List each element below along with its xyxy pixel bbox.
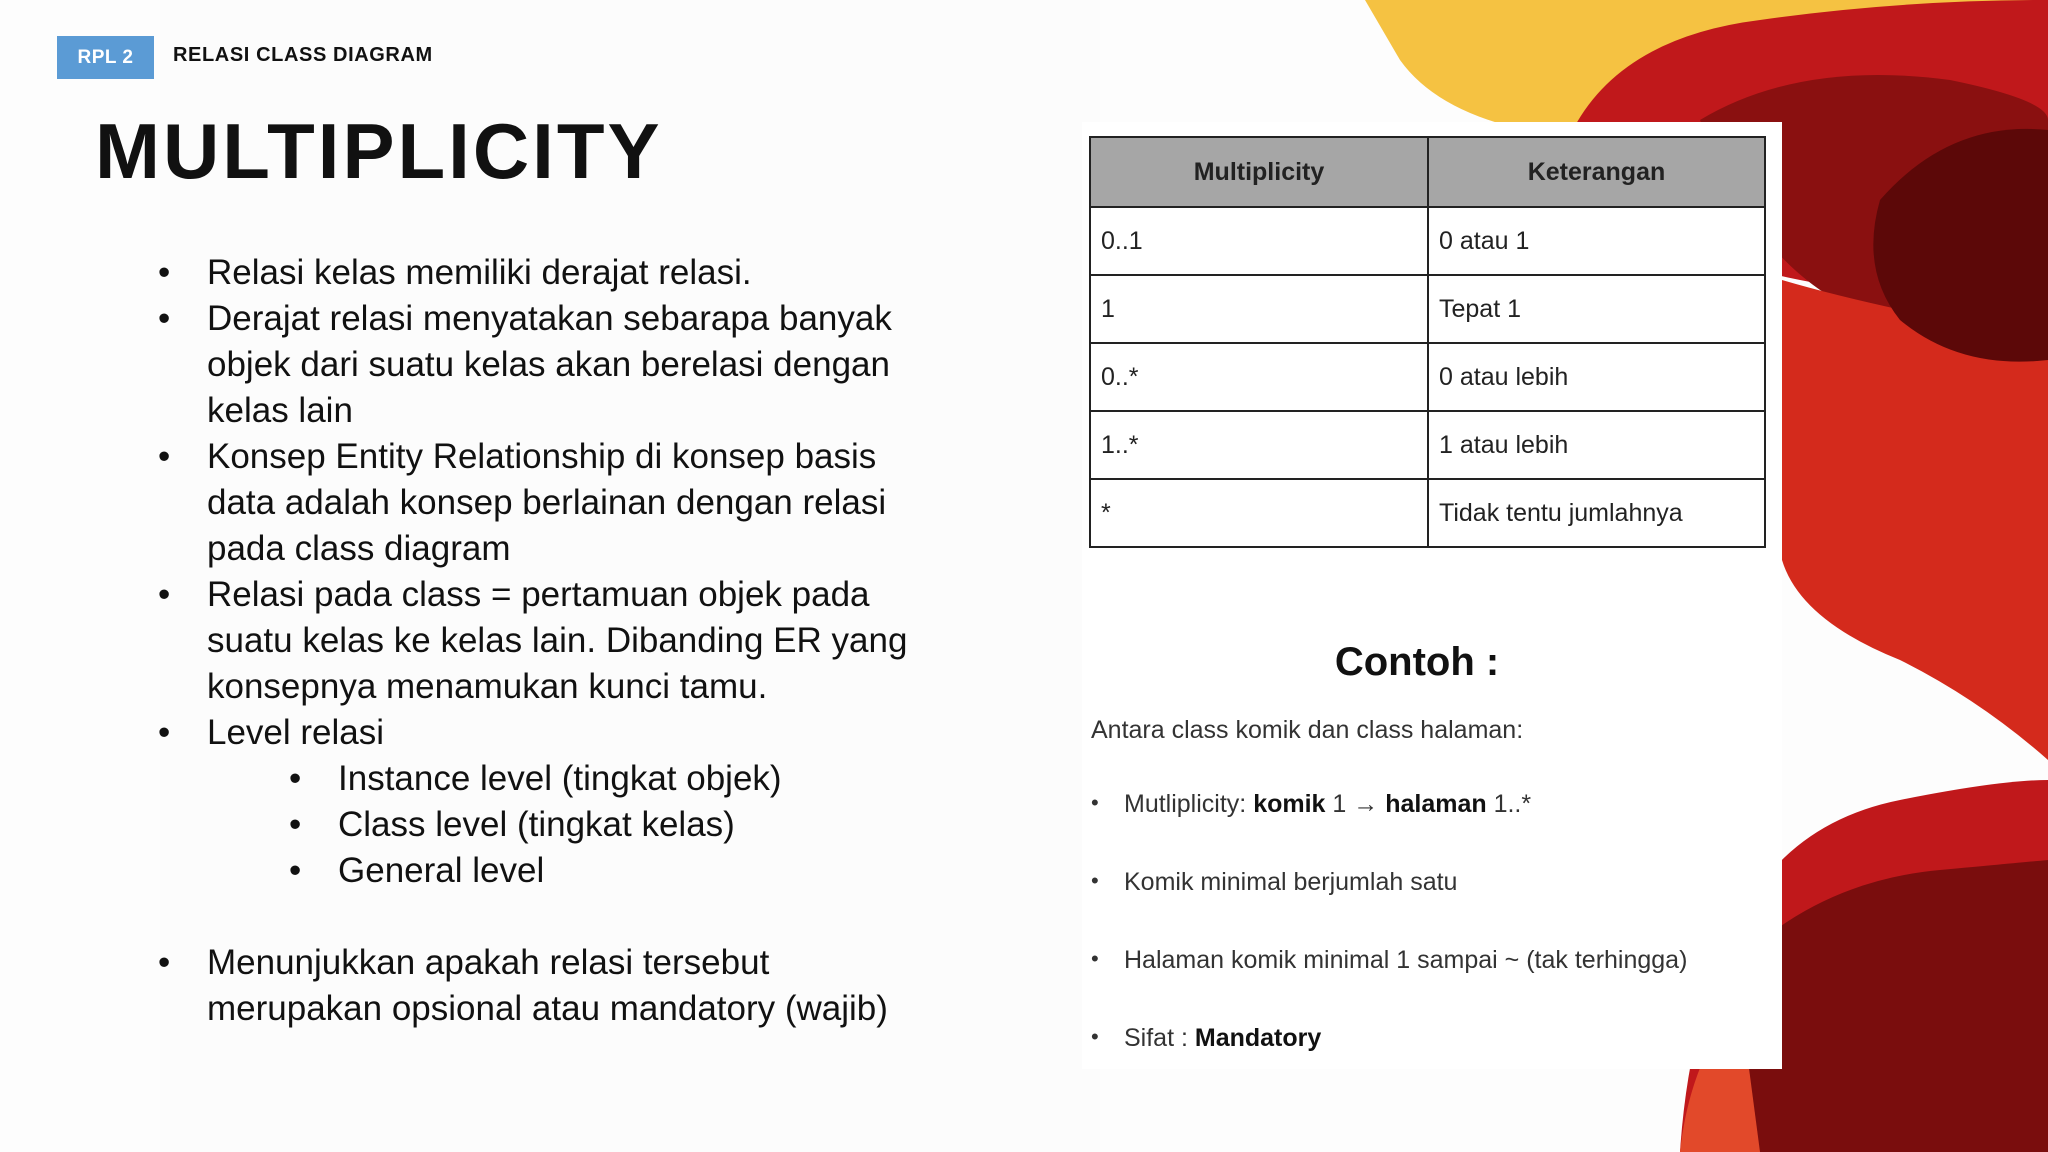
table-cell: Tidak tentu jumlahnya — [1428, 479, 1765, 547]
multiplicity-label: Mutliplicity: — [1124, 790, 1254, 818]
table-cell: 1..* — [1090, 411, 1428, 479]
page-title: MULTIPLICITY — [95, 107, 663, 195]
sub-list-item: • Instance level (tingkat objek) — [207, 756, 953, 802]
list-item: • Konsep Entity Relationship di konsep basis data adalah konsep berlainan dengan relasi pada class diagram — [153, 434, 953, 572]
table-cell: 0 atau 1 — [1428, 207, 1765, 275]
section-title: RELASI CLASS DIAGRAM — [173, 44, 433, 66]
list-item-label: Level relasi — [207, 713, 385, 752]
sub-bullet-list — [207, 756, 953, 894]
column-header: Keterangan — [1428, 137, 1765, 207]
list-item: • Menunjukkan apakah relasi tersebut merupakan opsional atau mandatory (wajib) — [153, 940, 953, 1032]
example-list — [1091, 790, 1771, 1102]
list-item: • Relasi kelas memiliki derajat relasi. — [153, 250, 953, 296]
to-class: halaman — [1378, 790, 1487, 818]
list-item-level-relasi — [153, 710, 953, 894]
table-row — [1090, 411, 1765, 479]
list-item: • Derajat relasi menyatakan sebarapa banyak objek dari suatu kelas akan berelasi dengan kelas lain — [153, 296, 953, 434]
table-row — [1090, 275, 1765, 343]
example-item: • Komik minimal berjumlah satu — [1091, 868, 1771, 946]
example-item: • Halaman komik minimal 1 sampai ~ (tak terhingga) — [1091, 946, 1771, 1024]
column-header: Multiplicity — [1090, 137, 1428, 207]
table-row — [1090, 479, 1765, 547]
table-cell: Tepat 1 — [1428, 275, 1765, 343]
example-item-multiplicity — [1091, 790, 1771, 868]
table-cell: 1 — [1090, 275, 1428, 343]
table-cell: 0..* — [1090, 343, 1428, 411]
table-cell: * — [1090, 479, 1428, 547]
table-row — [1090, 343, 1765, 411]
sub-list-item: • Class level (tingkat kelas) — [207, 802, 953, 848]
arrow-right-icon: → — [1353, 790, 1379, 818]
sifat-label: Sifat : — [1124, 1024, 1195, 1052]
table-header-row — [1090, 137, 1765, 207]
sifat-value: Mandatory — [1194, 1024, 1322, 1052]
to-value: 1..* — [1486, 790, 1532, 818]
course-badge: RPL 2 — [57, 36, 154, 79]
example-item-sifat — [1091, 1024, 1771, 1102]
multiplicity-table — [1089, 136, 1766, 548]
from-value: 1 — [1325, 790, 1354, 818]
list-item: • Relasi pada class = pertamuan objek pada suatu kelas ke kelas lain. Dibanding ER yang konsepnya menamukan kunci tamu. — [153, 572, 953, 710]
table-row — [1090, 207, 1765, 275]
table-cell: 0..1 — [1090, 207, 1428, 275]
example-title: Contoh : — [1334, 640, 1500, 684]
table-cell: 1 atau lebih — [1428, 411, 1765, 479]
example-intro: Antara class komik dan class halaman: — [1091, 716, 1524, 744]
bullet-list — [153, 250, 953, 1032]
from-class: komik — [1253, 790, 1326, 818]
table-cell: 0 atau lebih — [1428, 343, 1765, 411]
sub-list-item: • General level — [207, 848, 953, 894]
